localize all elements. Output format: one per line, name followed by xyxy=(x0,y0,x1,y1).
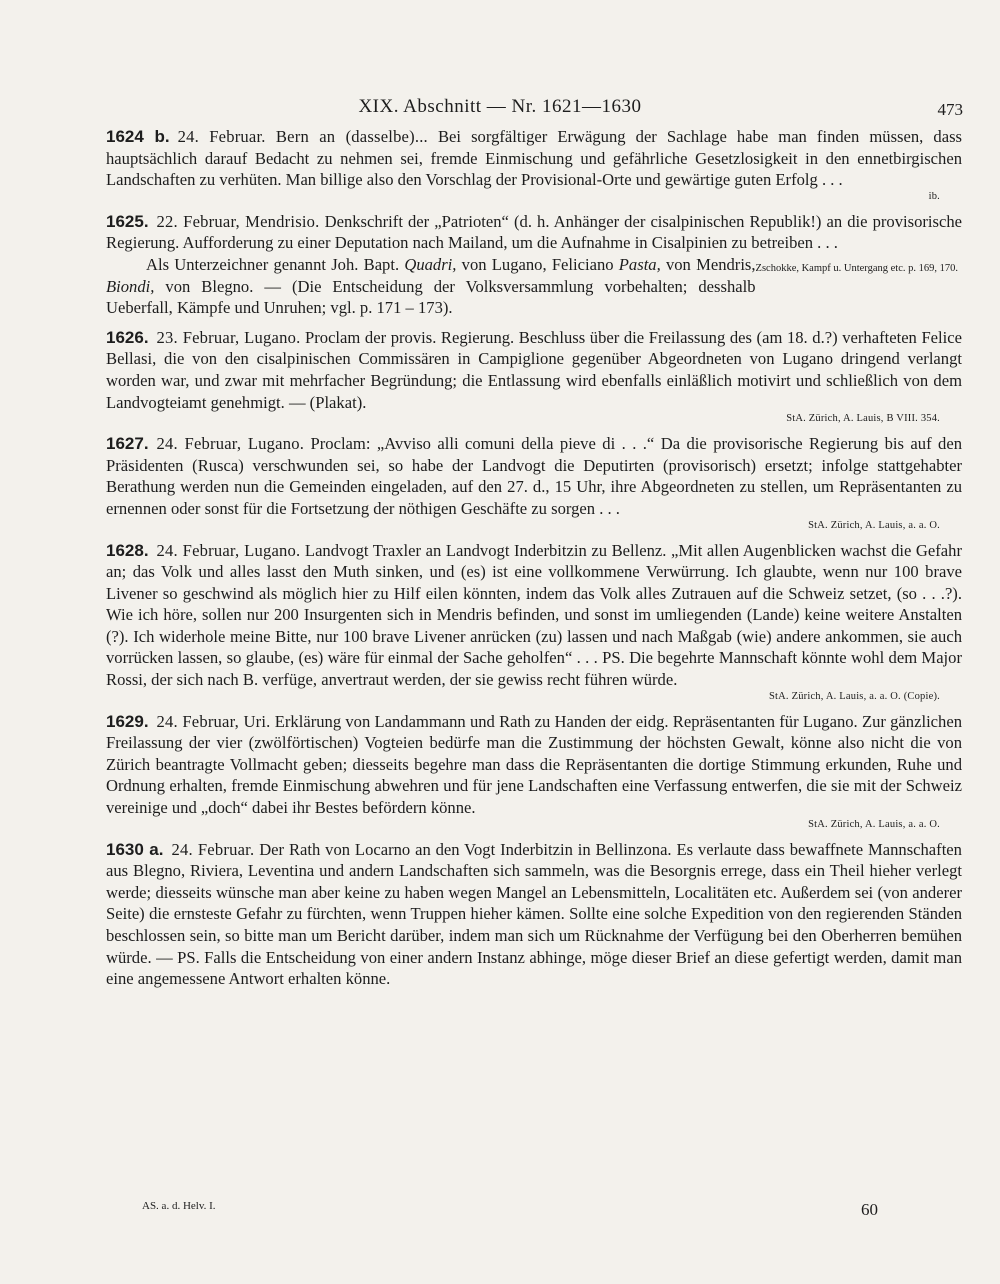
entry-1630a xyxy=(106,839,962,990)
entry-heading: 22. Februar, Mendrisio. xyxy=(156,211,320,231)
document-body xyxy=(106,126,962,998)
entry-heading: 24. Februar. Bern an (dasselbe)... xyxy=(177,127,428,146)
entry-number: 1625. xyxy=(106,211,149,231)
entry-heading: 24. Februar. xyxy=(171,839,255,859)
entry-text: von Mendris, xyxy=(660,254,756,274)
entry-number: 1630 a. xyxy=(106,839,164,859)
source-citation: StA. Zürich, A. Lauis, a. a. O. xyxy=(808,818,940,830)
entry-text: Der Rath von Locarno an den Vogt Inderbitzin in Bellinzona. Es verlaute dass bewaffnete Mannschaften aus Blegno, Riviera, Leventina und andern Landschaften sich sammeln, was die Besorgnis errege, dass ein Theil hieher verlegt werde; diesseits wünsche man aber keine zu haben wegen Mangel an Lebensmitteln, Localitäten etc. Außerdem sei (von anderer Seite) die ernsteste Gefahr zu fürchten, wenn Truppen hieher kämen. Sollte eine solche Expedition von den regierenden Ständen beschlossen sein, so bitte man um Bericht darüber, indem man sich um Rücknahme der Verfügung bei den Oberherren bemühen würde. — PS. Falls die Entscheidung von einer andern Instanz abhinge, möge dieser Brief an diese gefertigt werden, damit man eine angemessene Antwort erhalten könne. xyxy=(106,839,962,989)
entry-1629 xyxy=(106,711,962,831)
entry-number: 1629. xyxy=(106,711,149,731)
sheet-number: 60 xyxy=(861,1200,878,1219)
entry-text: von Blegno. — (Die Entscheidung der Volksversammlung vorbehalten; desshalb Ueberfall, Kämpfe und Unruhen; vgl. p. 171 – 173). xyxy=(106,276,756,318)
entry-text: Bei sorgfältiger Erwägung der Sachlage habe man finden müssen, dass hauptsächlich darauf Bedacht zu nehmen sei, fremde Einmischung und gefährliche Gesetzlosigkeit in den ennetbirgischen Landschaften zu verhüten. Man billige also den Vorschlag der Provisional-Orte und gewärtige guten Erfolg . . . xyxy=(106,127,962,190)
entry-number: 1624 b. xyxy=(106,127,170,146)
footer-signature: AS. a. d. Helv. I. xyxy=(142,1200,216,1212)
person-name: Pasta, xyxy=(618,254,661,274)
entry-text: Denkschrift der „Patrioten“ (d. h. Anhänger der cisalpinischen Republik!) an die provisorische Regierung. Aufforderung zu einer Deputation nach Mailand, um die Aufnahme in Cisalpinien zu betreiben . . . xyxy=(106,211,963,253)
entry-text: Proclam der provis. Regierung. Beschluss über die Freilassung des (am 18. d.?) verhafteten Felice Bellasi, die von den cisalpinischen Commissären in Campiglione gegenüber Abgeordneten von Lugano dringend verlangt worden war, und zwar mit mehrfacher Begründung; die Entlassung wird ebenfalls einläßlich motivirt und schließlich von dem Landvogteiamt genehmigt. — (Plakat). xyxy=(106,327,962,412)
entry-text: Erklärung von Landammann und Rath zu Handen der eidg. Repräsentanten für Lugano. Zur gänzlichen Freilassung der vier (zwölförtischen) Vogteien bedürfe man die Zustimmung der höchsten Gewalt, könne also nicht die von Zürich beantragte Vollmacht geben; diesseits begehre man dass die Repräsentanten die dortige Stimmung erkunden, Ruhe und Ordnung erhalten, fremde Einmischung abwehren und für jene Landschaften eine Verfassung entwerfen, die sie mit der Schweiz vereinige und „doch“ dabei ihr Bestes befördern könne. xyxy=(106,711,963,818)
entry-1625 xyxy=(106,211,962,319)
source-citation: Zschokke, Kampf u. Untergang etc. p. 169, 170. xyxy=(755,262,958,274)
source-citation: StA. Zürich, A. Lauis, B VIII. 354. xyxy=(786,413,940,425)
entry-1626 xyxy=(106,327,962,425)
entry-heading: 24. Februar, Uri. xyxy=(156,711,271,731)
entry-text: Landvogt Traxler an Landvogt Inderbitzin zu Bellenz. „Mit allen Augenblicken wachst die Gefahr an; das Volk und alles lasst den Muth sinken, und (es) ist eine vollkommene Verwürrung. Ich glaubte, wenn nur 100 brave Livener so geschwind als möglich hier zu Hilf eilen könnten, indem das Volk alles Zutrauen auf die Schweiz setzet, (so . . .?). Wie ich höre, sollen nur 200 Insurgenten sich in Mendris befinden, und sonst im umliegenden (Lande) keine weitere Anstalten (?). Ich widerhole meine Bitte, nur 100 brave Livener anrücken (zu) lassen und nach Maßgab (wie) andere ankommen, sie auch vorrücken lassen, so glaube, (es) wäre für einmal der Sache geholfen“ . . . PS. Die begehrte Mannschaft könnte wohl dem Major Rossi, der sich nach B. verfüge, anvertraut werden, der sie gewiss recht führen würde. xyxy=(106,540,962,690)
entry-heading: 24. Februar, Lugano. xyxy=(156,434,305,454)
entry-number: 1627. xyxy=(106,434,149,454)
entry-number: 1626. xyxy=(106,327,149,347)
section-header: XIX. Abschnitt — Nr. 1621—1630 xyxy=(358,96,642,117)
entry-1624b xyxy=(106,126,962,203)
entry-text: von Lugano, Feliciano xyxy=(456,254,619,274)
person-name: Quadri, xyxy=(404,254,457,274)
entry-heading: 23. Februar, Lugano. xyxy=(156,327,301,347)
source-citation: StA. Zürich, A. Lauis, a. a. O. xyxy=(808,519,940,531)
page-number: 473 xyxy=(937,100,963,119)
source-citation: ib. xyxy=(928,190,940,202)
person-name: Biondi, xyxy=(106,276,155,296)
entry-number: 1628. xyxy=(106,540,149,560)
entry-heading: 24. Februar, Lugano. xyxy=(156,540,301,560)
entry-1628 xyxy=(106,540,962,703)
source-citation: StA. Zürich, A. Lauis, a. a. O. (Copie). xyxy=(768,690,940,702)
entry-1627 xyxy=(106,433,962,531)
entry-text: Proclam: „Avviso alli comuni della pieve di . . .“ Da die provisorische Regierung bis auf den Präsidenten (Rusca) verschwunden sei, so habe der Landvogt die Deputirten (provisorisch) ersetzt; infolge stattgehabter Berathung werden nun die Gemeinden eingeladen, auf den 27. d., 15 Uhr, ihre Abgeordneten zu stellen, um Repräsentanten zu ernennen oder sonst für die Fortsetzung der nöthigen Geschäfte zu sorgen . . . xyxy=(106,434,962,518)
entry-text: Als Unterzeichner genannt Joh. Bapt. xyxy=(146,254,405,274)
